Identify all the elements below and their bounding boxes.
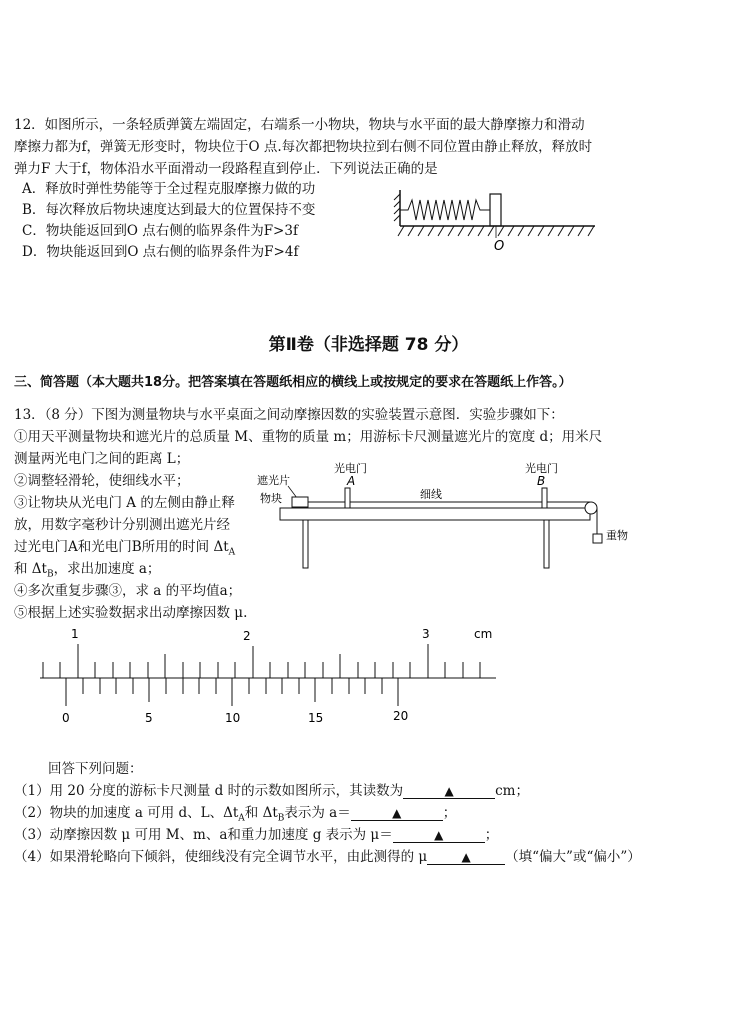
q13-step5: ⑤根据上述实验数据求出动摩擦因数 μ. — [14, 605, 248, 621]
answer-blank-3[interactable]: ▲ — [393, 828, 485, 843]
vernier-label-5: 5 — [145, 711, 153, 725]
q13-step3d: 和 $\Delta t_B$，求出加速度 a； — [14, 561, 161, 580]
sub-question-2: （2）物块的加速度 a 可用 d、L、$\Delta t_A$和 $\Delta t_B$表示为 a＝ ▲ ； — [14, 805, 457, 824]
q12-line2: 摩擦力都为f，弹簧无形变时，物块位于O 点.每次都把物块拉到右侧不同位置由静止释放，释放时 — [14, 139, 593, 155]
point-o-label: O — [494, 239, 505, 254]
vernier-label-0: 0 — [62, 711, 70, 725]
sub-question-1: （1）用 20 分度的游标卡尺测量 d 时的示数如图所示，其读数为 ▲ cm； — [14, 783, 529, 799]
vernier-label-10: 10 — [225, 711, 241, 725]
q13-step3b: 放，用数字毫秒计分别测出遮光片经 — [14, 517, 230, 533]
main-label-3: 3 — [422, 627, 430, 641]
gate-a-letter: A — [347, 474, 356, 488]
gate-a-label: 光电门 — [334, 462, 367, 475]
answer-blank-4[interactable]: ▲ — [427, 850, 505, 865]
unit-label: cm — [474, 627, 493, 641]
q12-option-b: B．每次释放后物块速度达到最大的位置保持不变 — [22, 202, 316, 218]
answer-blank-1[interactable]: ▲ — [403, 784, 495, 799]
q13-step2: ②调整轻滑轮，使细线水平； — [14, 473, 190, 489]
block-label: 物块 — [260, 492, 282, 505]
q13-step1b: 测量两光电门之间的距离 L； — [14, 451, 190, 467]
answer-intro: 回答下列问题： — [48, 761, 143, 777]
vernier-label-15: 15 — [308, 711, 324, 725]
apparatus-figure — [250, 458, 635, 570]
vernier-caliper — [30, 622, 510, 730]
string-label: 细线 — [420, 488, 442, 501]
spring-block-figure — [390, 188, 600, 258]
sub-question-4: （4）如果滑轮略向下倾斜，使细线没有完全调节水平，由此测得的 μ ▲ （填“偏大”或“偏小”） — [14, 849, 641, 865]
vernier-label-20: 20 — [393, 709, 409, 723]
shade-label: 遮光片 — [257, 474, 290, 487]
main-label-2: 2 — [243, 629, 251, 643]
q13-step3a: ③让物块从光电门 A 的左侧由静止释 — [14, 495, 235, 511]
q12-option-d: D．物块能返回到O 点右侧的临界条件为F>4f — [22, 244, 299, 260]
part2-title: 第Ⅱ卷（非选择题 78 分） — [268, 335, 469, 355]
q12-option-a: A．释放时弹性势能等于全过程克服摩擦力做的功 — [22, 181, 316, 197]
q13-intro: 13．（8 分）下图为测量物块与水平桌面之间动摩擦因数的实验装置示意图．实验步骤如下： — [14, 407, 564, 423]
sub-question-3: （3）动摩擦因数 μ 可用 M、m、a和重力加速度 g 表示为 μ＝ ▲ ； — [14, 827, 499, 843]
q12-line1: 12．如图所示，一条轻质弹簧左端固定，右端系一小物块，物块与水平面的最大静摩擦力和滑动 — [14, 117, 585, 133]
gate-b-letter: B — [537, 474, 546, 488]
section3-heading: 三、简答题（本大题共18分。把答案填在答题纸相应的横线上或按规定的要求在答题纸上作答。） — [14, 375, 572, 390]
q13-step1a: ①用天平测量物块和遮光片的总质量 M、重物的质量 m；用游标卡尺测量遮光片的宽度 d；用米尺 — [14, 429, 603, 445]
weight-label: 重物 — [606, 529, 628, 542]
main-label-1: 1 — [71, 627, 79, 641]
q13-step3c: 过光电门A和光电门B所用的时间 $\Delta t_A$ — [14, 539, 236, 558]
q13-step4: ④多次重复步骤③，求 a 的平均值a； — [14, 583, 242, 599]
q12-line3: 弹力F 大于f，物体沿水平面滑动一段路程直到停止．下列说法正确的是 — [14, 161, 438, 177]
q12-option-c: C．物块能返回到O 点右侧的临界条件为F>3f — [22, 223, 298, 239]
gate-b-label: 光电门 — [525, 462, 558, 475]
answer-blank-2[interactable]: ▲ — [351, 806, 443, 821]
